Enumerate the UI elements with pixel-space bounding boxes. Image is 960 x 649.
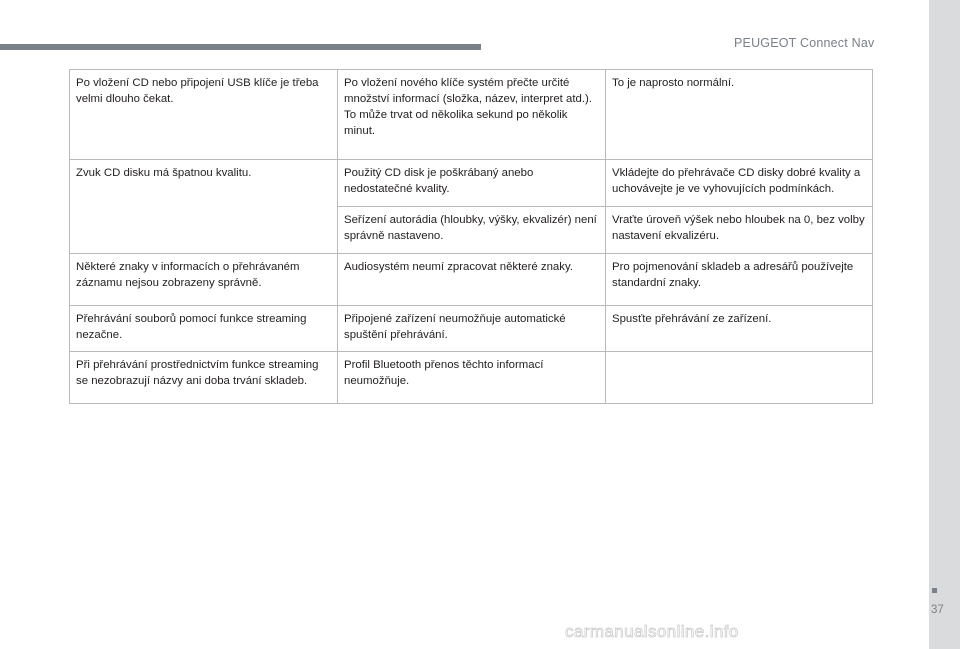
watermark-text: carmanualsonline.info — [565, 622, 739, 641]
page-number: 37 — [931, 604, 944, 616]
solution-cell: Vkládejte do přehrávače CD disky dobré kvality a uchovávejte je ve vyhovujících podmínkách. — [606, 160, 873, 207]
cause-cell: Seřízení autorádia (hloubky, výšky, ekvalizér) není správně nastaveno. — [338, 207, 606, 254]
solution-cell: Spusťte přehrávání ze zařízení. — [606, 306, 873, 352]
solution-cell — [606, 352, 873, 404]
table-row — [70, 70, 873, 160]
problem-cell: Některé znaky v informacích o přehrávaném záznamu nejsou zobrazeny správně. — [70, 254, 338, 306]
problem-cell: Při přehrávání prostřednictvím funkce streaming se nezobrazují názvy ani doba trvání skladeb. — [70, 352, 338, 404]
table-row — [70, 306, 873, 352]
cause-cell: Použitý CD disk je poškrábaný anebo nedostatečné kvality. — [338, 160, 606, 207]
troubleshooting-table — [69, 69, 873, 404]
table-row — [70, 352, 873, 404]
page-marker — [932, 588, 937, 593]
problem-cell: Přehrávání souborů pomocí funkce streaming nezačne. — [70, 306, 338, 352]
table-row — [70, 160, 873, 207]
solution-cell: Vraťte úroveň výšek nebo hloubek na 0, bez volby nastavení ekvalizéru. — [606, 207, 873, 254]
problem-cell: Po vložení CD nebo připojení USB klíče je třeba velmi dlouho čekat. — [70, 70, 338, 160]
header-rule — [0, 44, 481, 50]
side-margin-band — [929, 0, 960, 649]
cause-cell: Profil Bluetooth přenos těchto informací neumožňuje. — [338, 352, 606, 404]
header-title: PEUGEOT Connect Nav — [734, 36, 875, 50]
cause-cell: Audiosystém neumí zpracovat některé znaky. — [338, 254, 606, 306]
problem-cell: Zvuk CD disku má špatnou kvalitu. — [70, 160, 338, 254]
solution-cell: Pro pojmenování skladeb a adresářů používejte standardní znaky. — [606, 254, 873, 306]
solution-cell: To je naprosto normální. — [606, 70, 873, 160]
table-row — [70, 254, 873, 306]
cause-cell: Po vložení nového klíče systém přečte určité množství informací (složka, název, interpret atd.). To může trvat od několika sekund po několik minut. — [338, 70, 606, 160]
cause-cell: Připojené zařízení neumožňuje automatické spuštění přehrávání. — [338, 306, 606, 352]
